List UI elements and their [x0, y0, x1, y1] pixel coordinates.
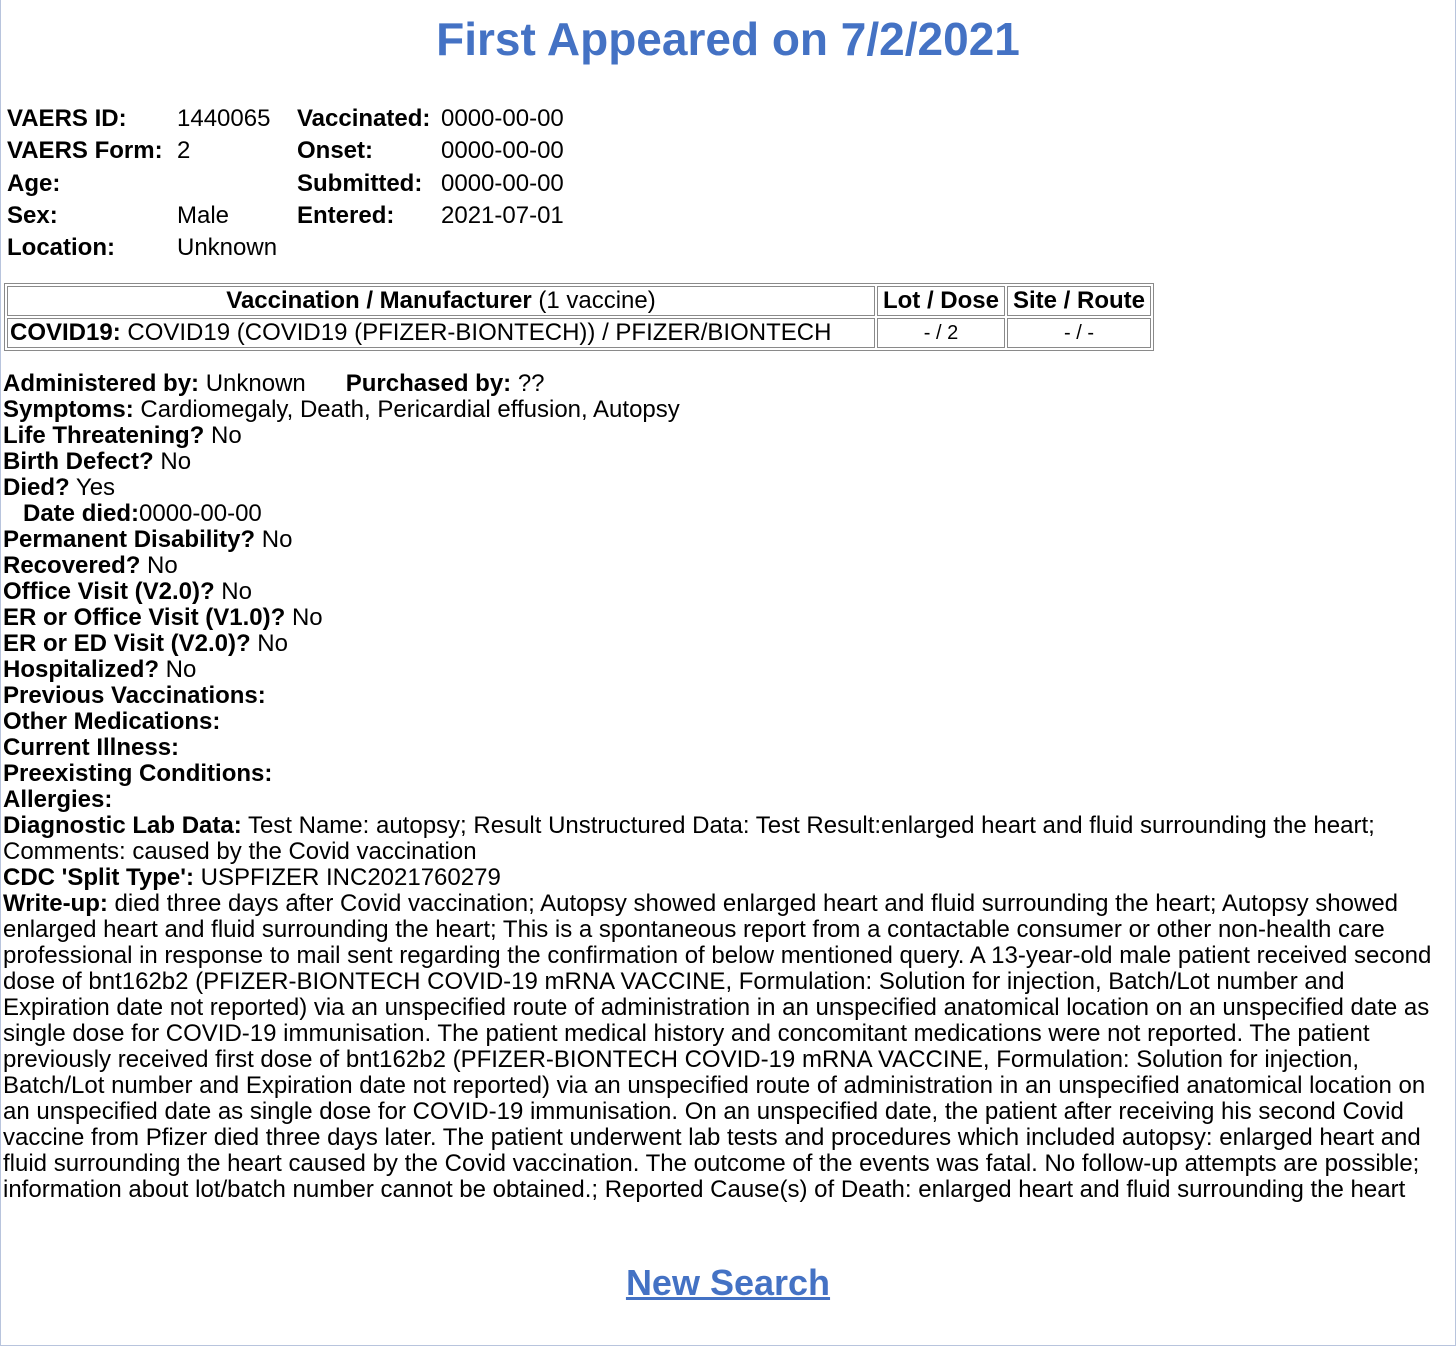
recovered-line: [3, 553, 1453, 579]
died-line: [3, 475, 1453, 501]
diagnostic-lab-data: [3, 813, 1453, 865]
location-label: Location:: [7, 234, 115, 262]
split-type-line: [3, 865, 1453, 891]
symptoms-line: [3, 397, 1453, 423]
summary-row: [5, 135, 566, 167]
diagnostic-lab-label: Diagnostic Lab Data:: [3, 812, 242, 839]
age-value: [175, 168, 295, 200]
allergies-line: [3, 787, 1453, 813]
recovered-label: Recovered?: [3, 552, 141, 579]
birth-defect-line: [3, 449, 1453, 475]
permanent-disability-line: [3, 527, 1453, 553]
office-visit-line: [3, 579, 1453, 605]
other-medications-label: Other Medications:: [3, 708, 221, 735]
date-died-label: Date died:: [23, 500, 140, 527]
vaccine-count: (1 vaccine): [531, 287, 656, 314]
date-died-value: 0000-00-00: [139, 500, 262, 527]
life-threatening-line: [3, 423, 1453, 449]
hospitalized-label: Hospitalized?: [3, 656, 160, 683]
empty-cell: [295, 232, 439, 264]
vaccine-name: COVID19 (COVID19 (PFIZER-BIONTECH)) / PFIZER/BIONTECH: [120, 319, 832, 346]
symptoms-label: Symptoms:: [3, 396, 134, 423]
entered-value: 2021-07-01: [441, 202, 564, 230]
onset-value: 0000-00-00: [441, 137, 564, 165]
report-details: [3, 371, 1453, 1203]
permanent-disability-label: Permanent Disability?: [3, 526, 256, 553]
summary-row: [5, 103, 566, 135]
lot-dose-value: - / 2: [877, 318, 1005, 348]
submitted-label: Submitted:: [297, 169, 423, 197]
manufacturer-header-label: Vaccination / Manufacturer: [226, 287, 532, 314]
summary-row: [5, 200, 566, 232]
er-ed-visit-line: [3, 631, 1453, 657]
recovered-value: No: [140, 552, 178, 579]
vaccinated-value: 0000-00-00: [441, 105, 564, 133]
allergies-label: Allergies:: [3, 786, 113, 813]
write-up-label: Write-up:: [3, 890, 108, 917]
symptoms-value: Cardiomegaly, Death, Pericardial effusion, Autopsy: [133, 396, 680, 423]
new-search-container: [1, 1262, 1455, 1304]
split-type-value: USPFIZER INC2021760279: [193, 864, 501, 891]
sex-value: Male: [177, 202, 230, 230]
summary-row: [5, 232, 566, 264]
preexisting-conditions-label: Preexisting Conditions:: [3, 760, 273, 787]
page-title: First Appeared on 7/2/2021: [436, 13, 1020, 65]
vaers-form-value: 2: [177, 137, 191, 165]
hospitalized-line: [3, 657, 1453, 683]
office-visit-label: Office Visit (V2.0)?: [3, 578, 215, 605]
split-type-label: CDC 'Split Type':: [3, 864, 194, 891]
er-ed-visit-label: ER or ED Visit (V2.0)?: [3, 630, 251, 657]
site-route-header: Site / Route: [1007, 286, 1151, 316]
date-died-line: [3, 501, 1453, 527]
write-up-text: died three days after Covid vaccination; Autopsy showed enlarged heart and fluid surrounding the heart; Autopsy showed enlarged heart and fluid surrounding the heart; This is a spontaneous report from a contactable consumer or other non-health care professional in response to mail sent regarding the confirmation of below mentioned query. A 13-year-old male patient received second dose of bnt162b2 (PFIZER-BIONTECH COVID-19 mRNA VACCINE, Formulation: Solution for injection, Batch/Lot number and Expiration date not reported) via an unspecified route of administration in an unspecified anatomical location on an unspecified date as single dose for COVID-19 immunisation. The patient medical history and concomitant medications were not reported. The patient previously received first dose of bnt162b2 (PFIZER-BIONTECH COVID-19 mRNA VACCINE, Formulation: Solution for injection, Batch/Lot number and Expiration date not reported) via an unspecified route of administration in an unspecified anatomical location on an unspecified date as single dose for COVID-19 immunisation. On an unspecified date, the patient after receiving his second Covid vaccine from Pfizer died three days later. The patient underwent lab tests and procedures which included autopsy: enlarged heart and fluid surrounding the heart caused by the Covid vaccination. The outcome of the events was fatal. No follow-up attempts are possible; information about lot/batch number cannot be obtained.; Reported Cause(s) of Death: enlarged heart and fluid surrounding the heart: [3, 890, 1432, 1203]
new-search-link[interactable]: New Search: [625, 1262, 831, 1303]
vaccination-table: [4, 283, 1154, 351]
permanent-disability-value: No: [255, 526, 293, 553]
age-label: Age:: [7, 169, 61, 197]
er-office-visit-label: ER or Office Visit (V1.0)?: [3, 604, 286, 631]
vaccine-type: COVID19:: [10, 319, 121, 346]
location-value: Unknown: [177, 234, 278, 262]
submitted-value: 0000-00-00: [441, 169, 564, 197]
er-office-visit-line: [3, 605, 1453, 631]
vaers-id-value: 1440065: [177, 105, 271, 133]
current-illness-line: [3, 735, 1453, 761]
preexisting-conditions-line: [3, 761, 1453, 787]
died-label: Died?: [3, 474, 70, 501]
empty-cell: [439, 232, 566, 264]
administered-value: Unknown: [199, 370, 306, 397]
birth-defect-value: No: [153, 448, 192, 475]
diagnostic-lab-value: Test Name: autopsy; Result Unstructured Data: Test Result:enlarged heart and fluid surrounding the heart; Comments: caused by the Covid vaccination: [3, 812, 1375, 865]
site-route-value: - / -: [1007, 318, 1151, 348]
lot-dose-header: Lot / Dose: [877, 286, 1005, 316]
write-up: [3, 891, 1453, 1203]
current-illness-label: Current Illness:: [3, 734, 180, 761]
purchased-label: Purchased by:: [345, 370, 512, 397]
er-ed-visit-value: No: [250, 630, 288, 657]
birth-defect-label: Birth Defect?: [3, 448, 154, 475]
manufacturer-header: [7, 286, 875, 316]
hospitalized-value: No: [159, 656, 197, 683]
report-summary-table: [5, 103, 566, 264]
administered-purchased-line: [3, 371, 1453, 397]
life-threatening-value: No: [204, 422, 242, 449]
died-value: Yes: [69, 474, 116, 501]
previous-vaccinations-label: Previous Vaccinations:: [3, 682, 266, 709]
vaccinated-label: Vaccinated:: [297, 105, 431, 133]
vaers-id-label: VAERS ID:: [7, 105, 127, 133]
summary-row: [5, 168, 566, 200]
sex-label: Sex:: [7, 202, 58, 230]
entered-label: Entered:: [297, 202, 395, 230]
er-office-visit-value: No: [285, 604, 323, 631]
onset-label: Onset:: [297, 137, 374, 165]
vaers-form-label: VAERS Form:: [7, 137, 163, 165]
office-visit-value: No: [214, 578, 252, 605]
vaccination-row: [7, 318, 1151, 348]
previous-vaccinations-line: [3, 683, 1453, 709]
other-medications-line: [3, 709, 1453, 735]
administered-label: Administered by:: [3, 370, 200, 397]
purchased-value: ??: [511, 370, 545, 397]
vaccine-cell: [7, 318, 875, 348]
vaccination-header-row: [7, 286, 1151, 316]
life-threatening-label: Life Threatening?: [3, 422, 205, 449]
